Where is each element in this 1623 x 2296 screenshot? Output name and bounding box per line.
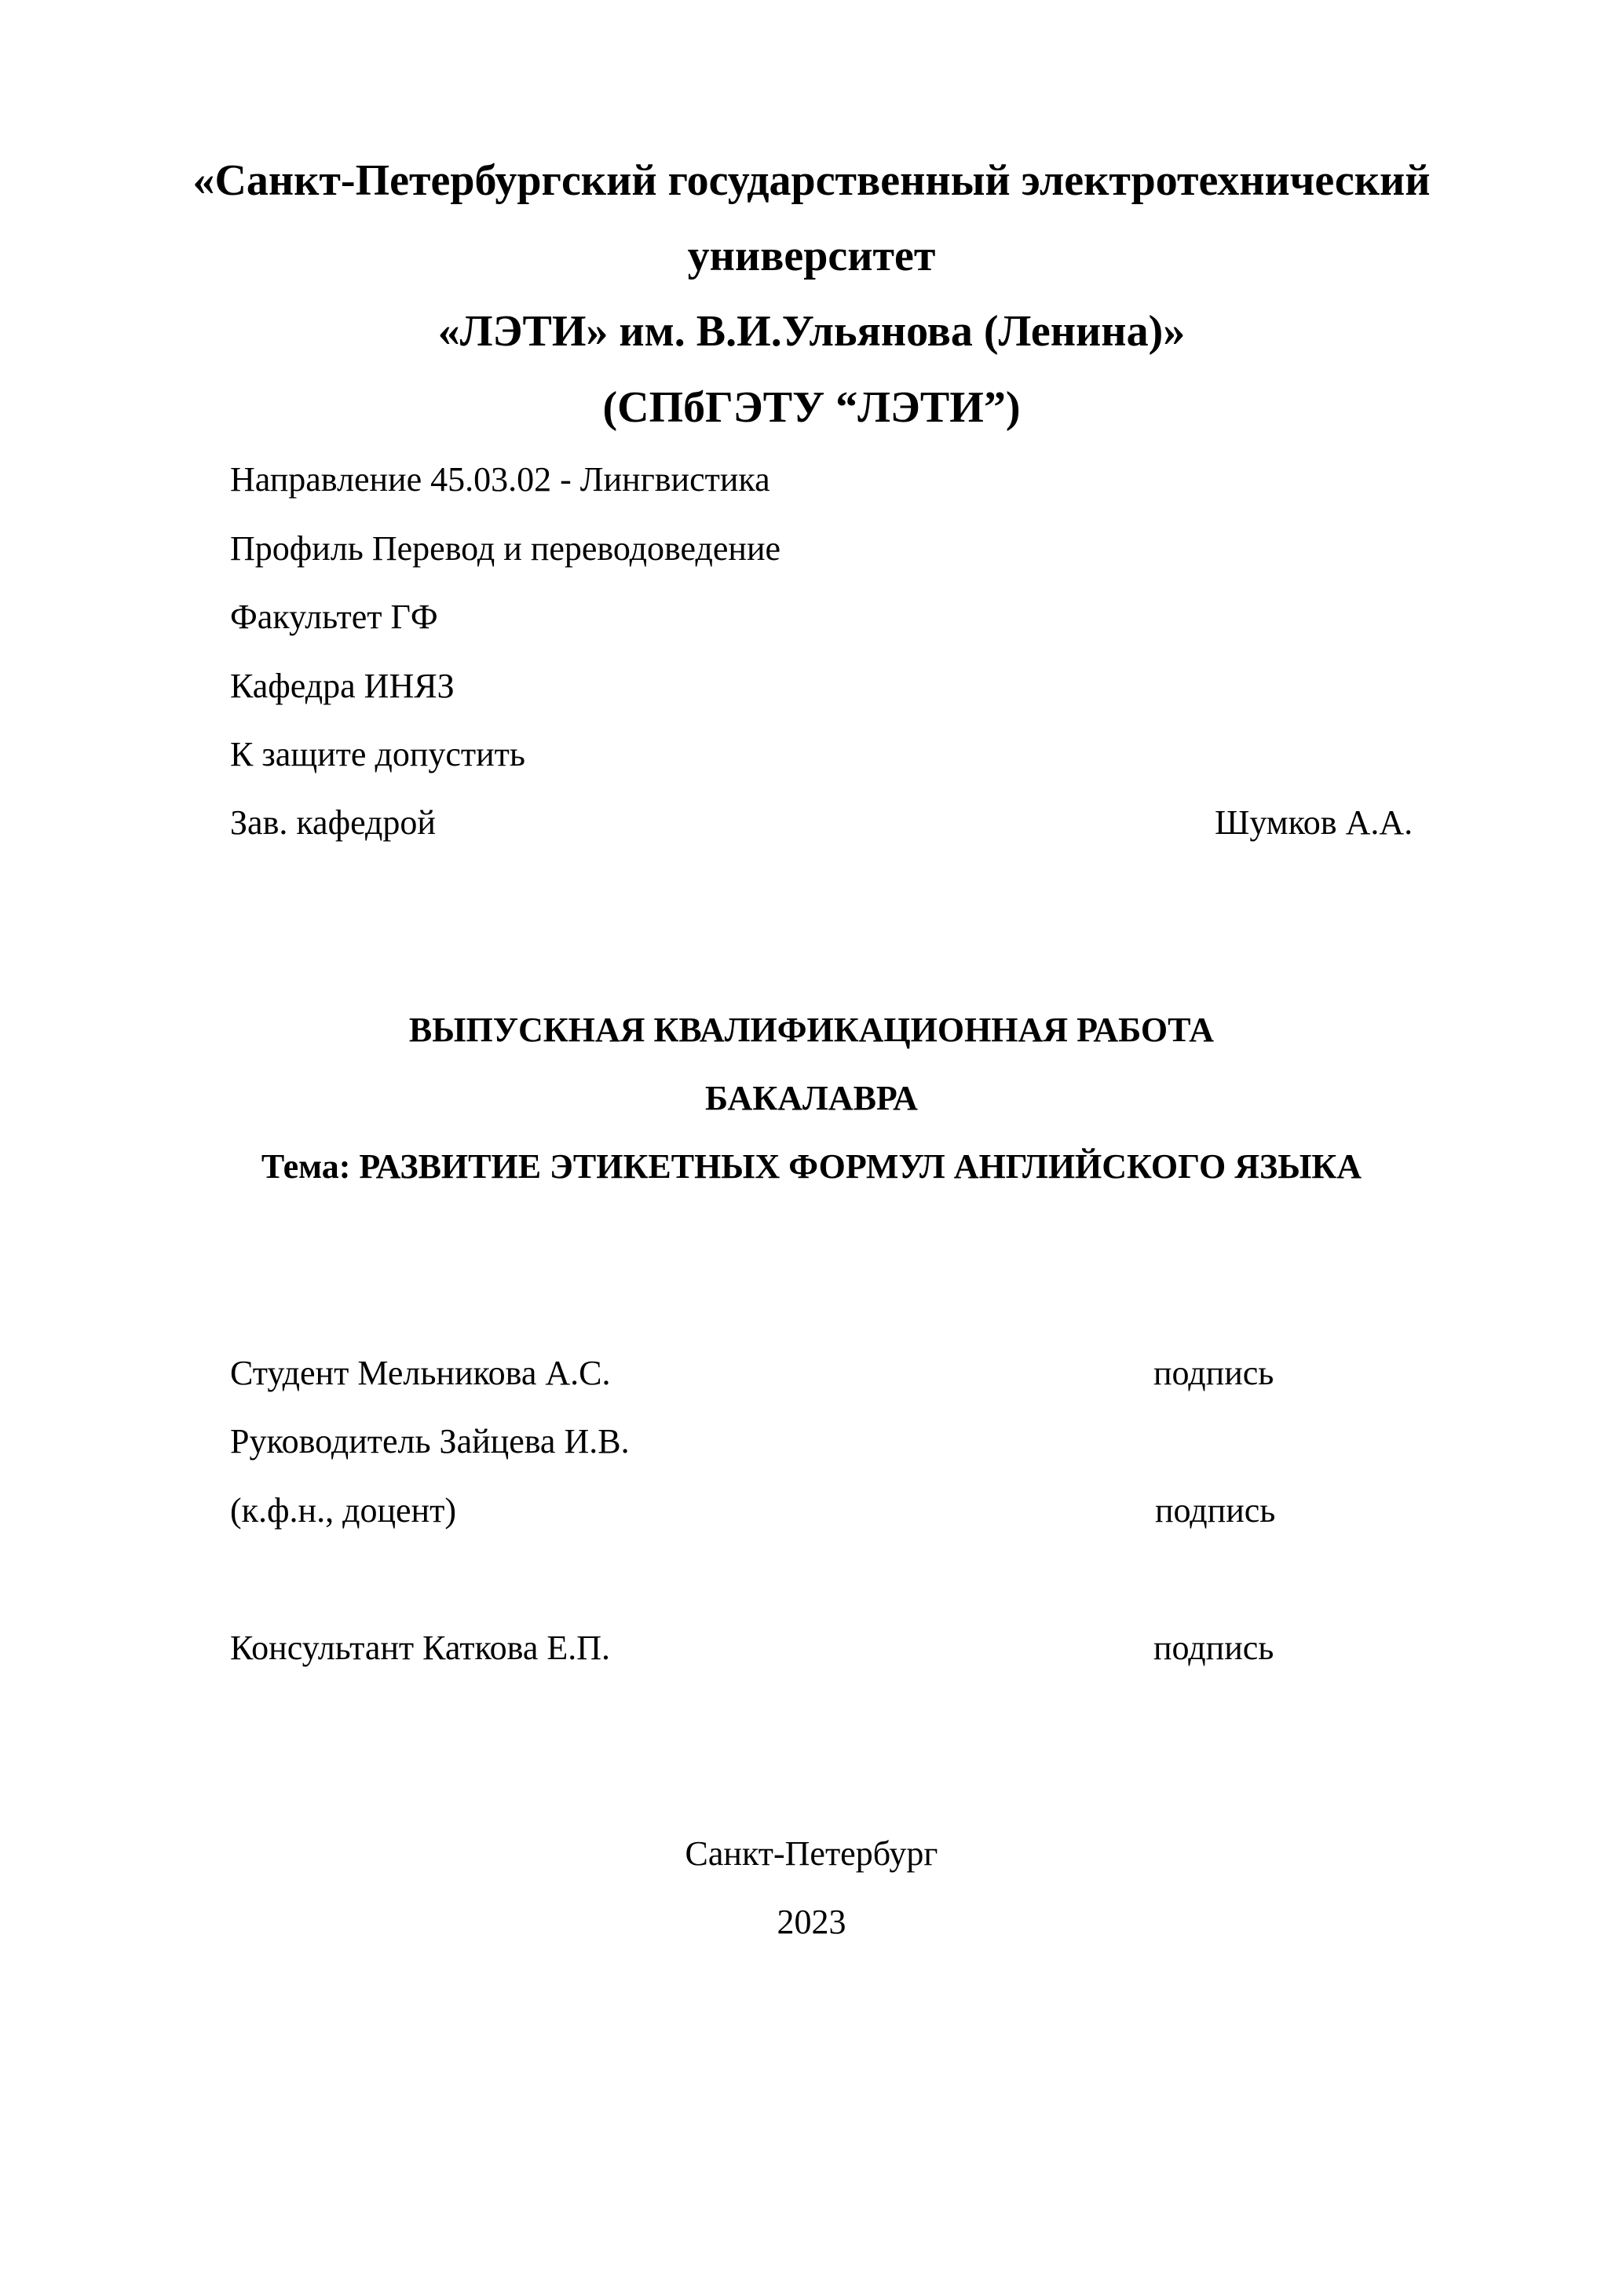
work-type-line2: БАКАЛАВРА <box>705 1079 918 1117</box>
student-signature: подпись <box>1153 1354 1274 1392</box>
student-line: Студент Мельникова А.С. <box>230 1354 611 1392</box>
supervisor-signature: подпись <box>1155 1491 1276 1530</box>
supervisor-line: Руководитель Зайцева И.В. <box>230 1422 630 1461</box>
work-type-line1: ВЫПУСКНАЯ КВАЛИФИКАЦИОННАЯ РАБОТА <box>408 1011 1215 1049</box>
admit-line: К защите допустить <box>230 735 525 773</box>
head-of-department-name: Шумков А.А. <box>1215 803 1413 842</box>
university-name-line2: университет <box>687 232 936 280</box>
university-name-line3: «ЛЭТИ» им. В.И.Ульянова (Ленина)» <box>437 307 1186 356</box>
university-name-line1: «Санкт-Петербургский государственный электротехнический <box>192 156 1431 205</box>
direction-line: Направление 45.03.02 - Лингвистика <box>230 460 770 499</box>
department-line: Кафедра ИНЯЗ <box>230 667 455 705</box>
supervisor-degree: (к.ф.н., доцент) <box>230 1491 456 1530</box>
work-topic: Тема: РАЗВИТИЕ ЭТИКЕТНЫХ ФОРМУЛ АНГЛИЙСКОГО ЯЗЫКА <box>261 1147 1362 1186</box>
profile-line: Профиль Перевод и переводоведение <box>230 529 781 568</box>
faculty-line: Факультет ГФ <box>230 598 438 636</box>
city: Санкт-Петербург <box>685 1834 938 1873</box>
head-of-department-label: Зав. кафедрой <box>230 803 436 842</box>
consultant-line: Консультант Каткова Е.П. <box>230 1629 611 1667</box>
university-abbreviation: (СПбГЭТУ “ЛЭТИ”) <box>602 383 1021 432</box>
consultant-signature: подпись <box>1153 1629 1274 1667</box>
year: 2023 <box>777 1903 846 1941</box>
